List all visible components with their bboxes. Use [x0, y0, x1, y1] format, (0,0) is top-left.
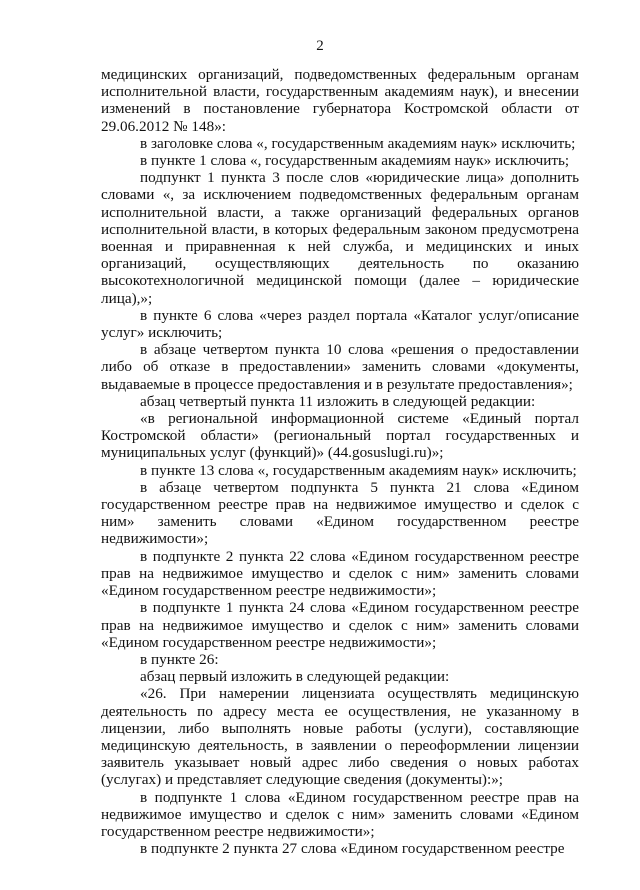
- document-body: [101, 66, 579, 857]
- paragraph: в абзаце четвертом пункта 10 слова «решения о предоставлении либо об отказе в предоставлении» заменить словами «документы, выдаваемые в процессе предоставления и в результате предоставления»;: [101, 341, 579, 393]
- paragraph: в заголовке слова «, государственным академиям наук» исключить;: [140, 134, 576, 152]
- paragraph: в подпункте 2 пункта 22 слова «Едином государственном реестре прав на недвижимое имущество и сделок с ним» заменить словами «Едином государственном реестре недвижимости»;: [101, 547, 579, 600]
- paragraph: в пункте 13 слова «, государственным академиям наук» исключить;: [140, 461, 577, 479]
- paragraph: медицинских организаций, подведомственных федеральным органам исполнительной власти, государственным академиям наук), и внесении изменений в постановление губернатора Костромской области от 29.06.2012 № 148»:: [101, 66, 579, 135]
- paragraph: подпункт 1 пункта 3 после слов «юридические лица» дополнить словами «, за исключением подведомственных федеральным органам исполнительной власти, а также организаций федеральных органов исполнительной власти, в которых федеральным законом предусмотрена военная и приравненная к ней служба, и медицинских и иных организаций, осуществляющих деятельность по оказанию высокотехнологичной медицинской помощи (далее – юридические лица),»;: [101, 169, 579, 307]
- paragraph: абзац первый изложить в следующей редакции:: [140, 668, 450, 686]
- paragraph: в пункте 6 слова «через раздел портала «Каталог услуг/описание услуг» исключить;: [101, 306, 579, 342]
- paragraph: «26. При намерении лицензиата осуществлять медицинскую деятельность по адресу места ее осуществления, не указанному в лицензии, либо выполнять новые работы (услуги), составляющие медицинскую деятельность, в заявлении о переоформлении лицензии заявитель указывает новый адрес либо сведения о новых работах (услугах) и представляет следующие сведения (документы):»;: [101, 685, 579, 789]
- paragraph: в абзаце четвертом подпункта 5 пункта 21 слова «Едином государственном реестре прав на недвижимое имущество и сделок с ним» заменить словами «Едином государственном реестре недвижимости»;: [101, 478, 579, 548]
- paragraph: в подпункте 2 пункта 27 слова «Едином государственном реестре: [140, 840, 565, 858]
- paragraph: в пункте 1 слова «, государственным академиям наук» исключить;: [140, 152, 570, 170]
- paragraph: абзац четвертый пункта 11 изложить в следующей редакции:: [140, 392, 536, 410]
- paragraph: в подпункте 1 слова «Едином государственном реестре прав на недвижимое имущество и сделок с ним» заменить словами «Едином государственном реестре недвижимости»;: [101, 788, 579, 840]
- paragraph: «в региональной информационной системе «Единый портал Костромской области» (региональный портал государственных и муниципальных услуг (функций)» (44.gosuslugi.ru)»;: [101, 410, 579, 462]
- page-number: 2: [316, 38, 324, 54]
- paragraph: в пункте 26:: [140, 650, 219, 668]
- paragraph: в подпункте 1 пункта 24 слова «Едином государственном реестре прав на недвижимое имущество и сделок с ним» заменить словами «Едином государственном реестре недвижимости»;: [101, 599, 579, 651]
